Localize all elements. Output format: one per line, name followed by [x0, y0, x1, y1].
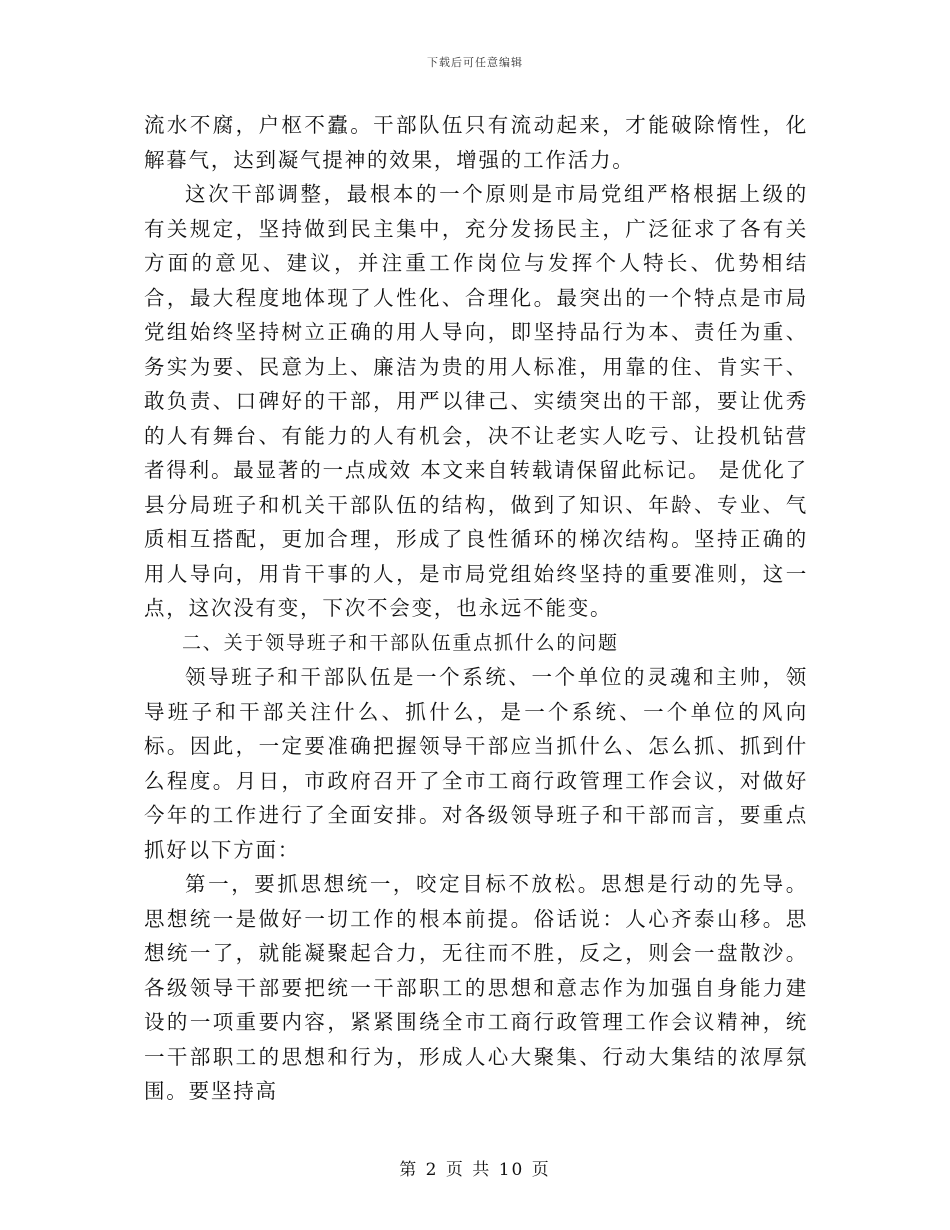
- paragraph-2: 这次干部调整，最根本的一个原则是市局党组严格根据上级的有关规定，坚持做到民主集中，充分发扬民主，广泛征求了各有关方面的意见、建议，并注重工作岗位与发挥个人特长、优势相结合，最大程度地体现了人性化、合理化。最突出的一个特点是市局党组始终坚持树立正确的用人导向，即坚持品行为本、责任为重、务实为要、民意为上、廉洁为贵的用人标准，用靠的住、肯实干、敢负责、口碑好的干部，用严以律己、实绩突出的干部，要让优秀的人有舞台、有能力的人有机会，决不让老实人吃亏、让投机钻营者得利。最显著的一点成效 本文来自转载请保留此标记。 是优化了县分局班子和机关干部队伍的结构，做到了知识、年龄、专业、气质相互搭配，更加合理，形成了良性循环的梯次结构。坚持正确的用人导向，用肯干事的人，是市局党组始终坚持的重要准则，这一点，这次没有变，下次不会变，也永远不能变。: [144, 182, 808, 620]
- page-number-footer: 第 2 页 共 10 页: [399, 1160, 551, 1180]
- paragraph-4: 第一，要抓思想统一，咬定目标不放松。思想是行动的先导。思想统一是做好一切工作的根本前提。俗话说：人心齐泰山移。思想统一了，就能凝聚起合力，无往而不胜，反之，则会一盘散沙。各级领导干部要把统一干部职工的思想和意志作为加强自身能力建设的一项重要内容，紧紧围绕全市工商行政管理工作会议精神，统一干部职工的思想和行为，形成人心大聚集、行动大集结的浓厚氛围。要坚持高: [144, 872, 808, 1103]
- document-body: [144, 108, 808, 1109]
- paragraph-1: 流水不腐，户枢不蠹。干部队伍只有流动起来，才能破除惰性，化解暮气，达到凝气提神的效果，增强的工作活力。: [144, 113, 808, 172]
- section-heading: 二、关于领导班子和干部队伍重点抓什么的问题: [182, 631, 619, 654]
- paragraph-3: 领导班子和干部队伍是一个系统、一个单位的灵魂和主帅，领导班子和干部关注什么、抓什么，是一个系统、一个单位的风向标。因此，一定要准确把握领导干部应当抓什么、怎么抓、抓到什么程度。月日，市政府召开了全市工商行政管理工作会议，对做好今年的工作进行了全面安排。对各级领导班子和干部而言，要重点抓好以下方面：: [144, 665, 808, 862]
- page-header-note: 下载后可任意编辑: [427, 56, 523, 69]
